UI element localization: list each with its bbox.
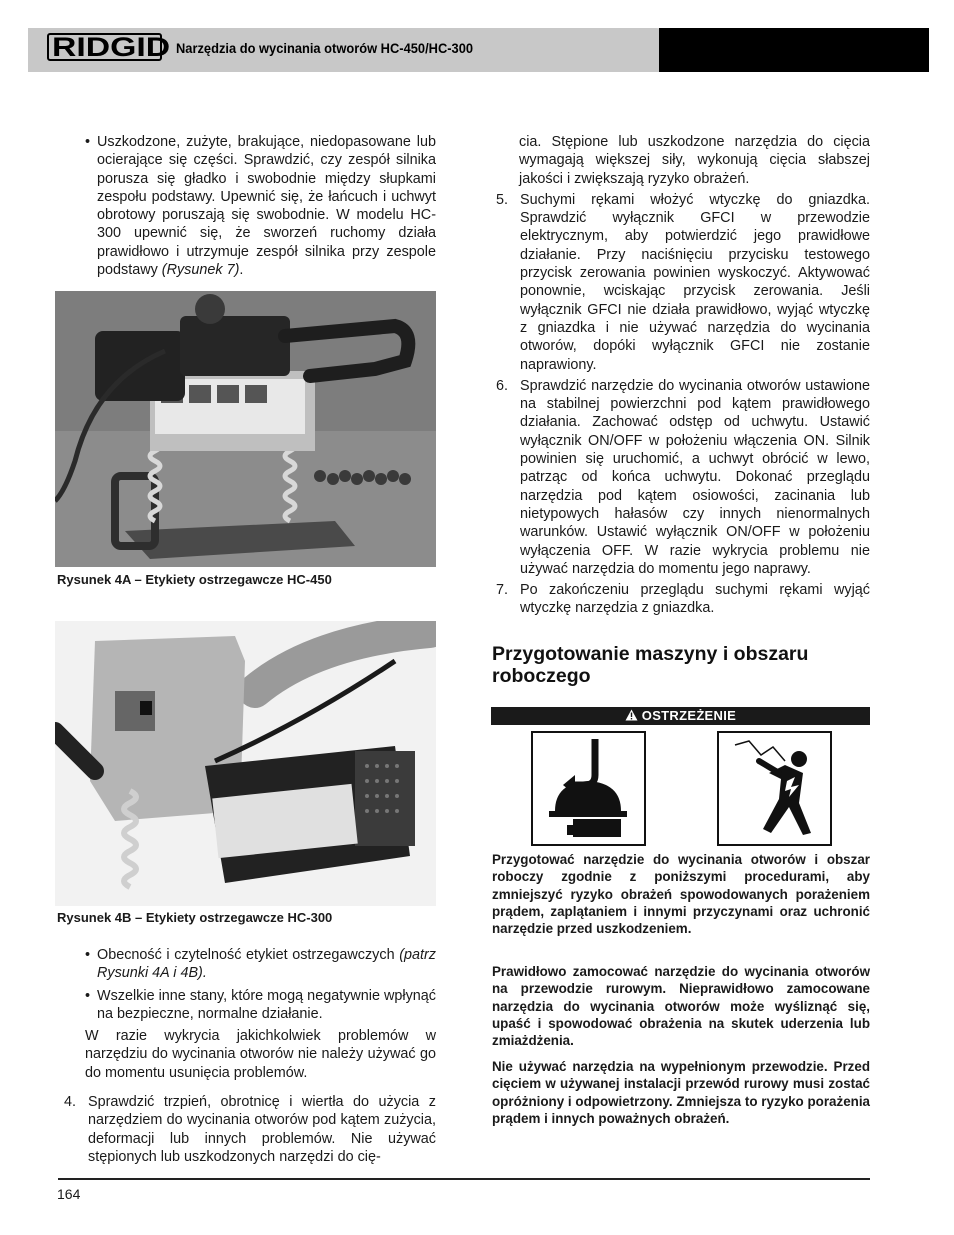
electric-shock-icon: [719, 733, 830, 844]
list-item: [60, 987, 436, 1024]
item4-continuation: cia. Stępione lub uszkodzone narzędzia do cięcia wymagają większej siły, wykonują cięcia słabszej jakości i zwiększają ryzyko obrażeń.: [519, 134, 870, 187]
warning-paragraph: Nie używać narzędzia na wypełnionym przewodzie. Przed cięciem w używanej instalacji przewód rurowy musi zostać opróżniony i odpowietrzony. Zmniejsza to ryzyko porażenia prądem i innych poważnych obrażeń.: [492, 1059, 870, 1126]
bullet-text: Obecność i czytelność etykiet ostrzegawczych: [97, 947, 395, 963]
intro-bullet-block: [60, 133, 436, 279]
bullet-text: Uszkodzone, zużyte, brakujące, niedopasowane lub ocierające się części. Sprawdzić, czy zespół silnika porusza się gładko i swobodnie między słupkami zespołu podstawy. Upewnić się, że łańcuch i uchwyt obrotowy poruszają się swobodnie. W modelu HC-300 upewnić się, że sworzeń ruchomy działa prawidłowo i utrzymuje zespół silnika przy zespole podstawy: [97, 134, 436, 279]
problem-note: W razie wykrycia jakichkolwiek problemów w narzędziu do wycinania otworów nie należy używać go do momentu usunięcia problemów.: [85, 1028, 436, 1081]
figure-4b-photo: [55, 621, 436, 906]
list-item: [492, 581, 870, 618]
hc450-tool-illustration: [55, 291, 436, 567]
header-black-tab: [659, 28, 929, 72]
figure-reference: (patrz Rysunki 4A i 4B).: [97, 947, 436, 982]
bullet-text: Wszelkie inne stany, które mogą negatywnie wpłynąć na bezpieczne, normalne działanie.: [97, 987, 436, 1022]
figure-4a-caption: Rysunek 4A – Etykiety ostrzegawcze HC-450: [57, 572, 332, 587]
list-item: [492, 377, 870, 578]
crush-hazard-pictogram: [531, 731, 646, 846]
list-item: [60, 1093, 436, 1166]
figure-reference: (Rysunek 7): [161, 262, 240, 279]
warning-triangle-icon: [625, 709, 638, 721]
item-number: 5.: [496, 191, 509, 208]
warning-banner: [491, 707, 870, 725]
crush-hazard-icon: [533, 733, 644, 844]
item-text: Sprawdzić narzędzie do wycinania otworów ustawione na stabilnej powierzchni pod kątem prawidłowego działania. Zachować odstęp od uchwytu. Ustawić wyłącznik ON/OFF w położeniu włączenia ON. Silnik powinien się uruchomić, a uchwyt obrócić w lewo, patrząc od końca uchwytu. Dokonać przeglądu narzędzia pod kątem osiowości, zacinania lub nietypowych hałasów czy innych nienormalnych warunków. Ustawić wyłącznik ON/OFF w położeniu wyłączenia OFF. W razie wykrycia problemu nie używać narzędzia do momentu jego naprawy.: [520, 377, 870, 577]
list-item: • Uszkodzone, zużyte, brakujące, niedopasowane lub ocierające się części. Sprawdzić, czy zespół silnika porusza się gładko i swobodnie między słupkami zespołu podstawy. Upewnić się, że łańcuch i uchwyt obrotowy poruszają się swobodnie. W modelu HC-300 upewnić się, że sworzeń ruchomy działa prawidłowo i utrzymuje zespół silnika przy zespole podstawy (Rysunek 7).: [85, 134, 436, 279]
warning-label: OSTRZEŻENIE: [641, 708, 737, 723]
page-header-title: Narzędzia do wycinania otworów HC-450/HC-300: [176, 40, 474, 56]
right-numbered-list: [492, 133, 870, 618]
list-item: [492, 191, 870, 374]
hc300-tool-illustration: [55, 621, 436, 906]
footer-rule: [58, 1178, 870, 1180]
electric-shock-pictogram: [717, 731, 832, 846]
figure-4b-caption: Rysunek 4B – Etykiety ostrzegawcze HC-300: [57, 910, 333, 925]
bullet-dot: •: [85, 134, 91, 150]
bullet-dot: •: [85, 947, 91, 963]
item-number: 4.: [64, 1094, 77, 1111]
bullet-dot: •: [85, 987, 91, 1004]
item-number: 7.: [496, 582, 509, 599]
item-text: Sprawdzić trzpień, obrotnicę i wiertła do użycia z narzędziem do wycinania otworów pod kątem zużycia, deformacji lub innych problemów. Nie używać stępionych lub uszkodzonych narzędzi do cię-: [88, 1094, 436, 1165]
figure-4a-photo: [55, 291, 436, 567]
page-number: 164: [57, 1186, 81, 1202]
item-text: Po zakończeniu przeglądu suchymi rękami wyjąć wtyczkę narzędzia z gniazdka.: [520, 582, 870, 617]
lower-bullets-block: [60, 946, 436, 1166]
warning-paragraph: Prawidłowo zamocować narzędzie do wycinania otworów na przewodzie rurowym. Nieprawidłowo zamocowane narzędzia do wycinania otworów może wyśliznąć się, upaść i spowodować obrażenia na skutek uderzenia lub zmiażdżenia.: [492, 964, 870, 1049]
warning-paragraph: Przygotować narzędzie do wycinania otworów i obszar roboczy zgodnie z poniższymi procedurami, aby zmniejszyć ryzyko obrażeń spowodowanych porażeniem prądem, zaplątaniem i innymi przyczynami oraz uchronić narzędzie przed uszkodzeniem.: [492, 852, 870, 937]
list-item: [60, 946, 436, 983]
brand-logo: RIDGID: [52, 32, 171, 62]
item-number: 6.: [496, 377, 509, 394]
item-text: Suchymi rękami włożyć wtyczkę do gniazdka. Sprawdzić wyłącznik GFCI w przewodzie elektrycznym, aby potwierdzić jego prawidłowe działanie. Przy naciśnięciu przycisku testowego przycisk zerowania powinien wyskoczyć. Aktywować ponownie, wciskając przycisk zerowania. Jeśli wyłącznik GFCI nie działa prawidłowo, wyjąć wtyczkę z gniazdka i nie używać narzędzia do wycinania otworów, dopóki wyłącznik GFCI nie zostanie naprawiony.: [520, 191, 870, 373]
section-title: Przygotowanie maszyny i obszaru roboczego: [492, 643, 809, 687]
